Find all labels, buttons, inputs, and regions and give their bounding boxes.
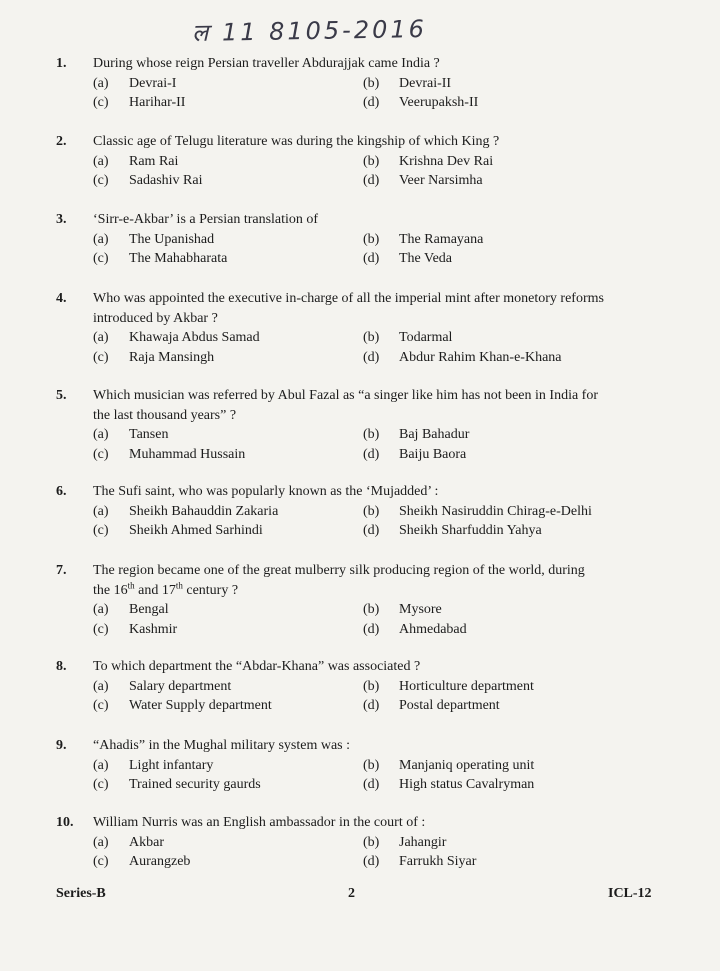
question-text: Classic age of Telugu literature was during the kingship of which King ? [93, 134, 500, 149]
option-d[interactable]: (d) Sheikh Sharfuddin Yahya [363, 523, 542, 538]
question-text-line-1: Who was appointed the executive in-charge of all the imperial mint after monetory reforms [93, 291, 604, 306]
question-text: To which department the “Abdar-Khana” was associated ? [93, 659, 421, 674]
option-b[interactable]: (b) Horticulture department [363, 678, 534, 694]
question-number: 8. [56, 659, 67, 674]
question-1 [56, 54, 656, 113]
option-b[interactable]: (b) Devrai-II [363, 75, 452, 91]
option-d[interactable]: (d) The Veda [363, 251, 452, 266]
option-d[interactable]: (d) Postal department [363, 698, 500, 713]
option-a[interactable]: (a) The Upanishad [93, 231, 215, 247]
option-c[interactable]: (c) Sadashiv Rai [93, 173, 203, 188]
option-d[interactable]: (d) Farrukh Siyar [363, 854, 477, 869]
question-text-line-2: introduced by Akbar ? [93, 310, 218, 326]
option-c[interactable]: (c) The Mahabharata [93, 251, 228, 266]
option-a[interactable]: (a) Ram Rai [93, 153, 179, 169]
options [93, 833, 656, 872]
option-a[interactable]: (a) Devrai-I [93, 75, 177, 91]
question-5 [56, 386, 656, 464]
question-number: 3. [56, 212, 67, 227]
option-a[interactable]: (a) Bengal [93, 602, 169, 617]
options [93, 74, 656, 113]
question-6 [56, 482, 656, 541]
page-number: 2 [348, 886, 355, 901]
option-c[interactable]: (c) Muhammad Hussain [93, 446, 246, 462]
option-d[interactable]: (d) Ahmedabad [363, 621, 467, 637]
option-d[interactable]: (d) High status Cavalryman [363, 777, 535, 792]
option-d[interactable]: (d) Baiju Baora [363, 446, 467, 462]
question-10 [56, 813, 656, 872]
option-b[interactable]: (b) Manjaniq operating unit [363, 757, 535, 773]
question-text: The Sufi saint, who was popularly known as the ‘Mujadded’ : [93, 484, 439, 499]
question-text: William Nurris was an English ambassador in the court of : [93, 815, 426, 830]
option-c[interactable]: (c) Trained security gaurds [93, 777, 261, 792]
question-9 [56, 736, 656, 795]
options [93, 230, 656, 269]
question-text-line-1: The region became one of the great mulberry silk producing region of the world, during [93, 563, 585, 578]
series-label: Series-B [56, 886, 106, 901]
option-c[interactable]: (c) Water Supply department [93, 698, 272, 713]
option-b[interactable]: (b) Jahangir [363, 834, 447, 850]
option-b[interactable]: (b) Mysore [363, 602, 442, 617]
option-a[interactable]: (a) Sheikh Bahauddin Zakaria [93, 503, 279, 519]
option-a[interactable]: (a) Khawaja Abdus Samad [93, 330, 260, 345]
option-c[interactable]: (c) Sheikh Ahmed Sarhindi [93, 523, 263, 538]
option-b[interactable]: (b) Sheikh Nasiruddin Chirag-e-Delhi [363, 503, 592, 519]
question-number: 5. [56, 388, 67, 403]
options [93, 600, 656, 639]
option-d[interactable]: (d) Abdur Rahim Khan-e-Khana [363, 349, 562, 365]
question-text: ‘Sirr-e-Akbar’ is a Persian translation of [93, 212, 319, 227]
option-c[interactable]: (c) Harihar-II [93, 95, 186, 110]
option-b[interactable]: (b) The Ramayana [363, 231, 484, 247]
options [93, 328, 656, 367]
option-a[interactable]: (a) Light infantary [93, 757, 214, 773]
options [93, 152, 656, 191]
option-b[interactable]: (b) Todarmal [363, 330, 453, 345]
options [93, 425, 656, 464]
question-text-line-2: the last thousand years” ? [93, 407, 237, 423]
question-text: During whose reign Persian traveller Abdurajjak came India ? [93, 56, 440, 71]
question-text: “Ahadis” in the Mughal military system was : [93, 738, 351, 753]
option-a[interactable]: (a) Tansen [93, 427, 169, 442]
option-d[interactable]: (d) Veerupaksh-II [363, 95, 479, 110]
question-4 [56, 289, 656, 367]
option-c[interactable]: (c) Raja Mansingh [93, 349, 215, 365]
question-text-line-1: Which musician was referred by Abul Fazal as “a singer like him has not been in India for [93, 388, 599, 403]
option-d[interactable]: (d) Veer Narsimha [363, 173, 483, 188]
question-number: 9. [56, 738, 67, 753]
handwritten-note: ल 11 8105-2016 [191, 14, 428, 48]
option-a[interactable]: (a) Salary department [93, 678, 232, 694]
question-number: 6. [56, 484, 67, 499]
paper-code: ICL-12 [608, 886, 652, 901]
question-number: 7. [56, 563, 67, 578]
option-b[interactable]: (b) Krishna Dev Rai [363, 153, 494, 169]
option-c[interactable]: (c) Aurangzeb [93, 854, 191, 869]
question-number: 2. [56, 134, 67, 149]
options [93, 502, 656, 541]
question-2 [56, 132, 656, 191]
option-b[interactable]: (b) Baj Bahadur [363, 427, 470, 442]
options [93, 677, 656, 716]
options [93, 756, 656, 795]
question-3 [56, 210, 656, 269]
question-text-line-2: the 16th and 17th century ? [93, 579, 239, 598]
question-7 [56, 561, 656, 639]
question-number: 1. [56, 56, 67, 71]
question-8 [56, 657, 656, 716]
option-a[interactable]: (a) Akbar [93, 834, 164, 850]
question-number: 4. [56, 291, 67, 306]
option-c[interactable]: (c) Kashmir [93, 621, 178, 637]
question-number: 10. [56, 815, 74, 830]
